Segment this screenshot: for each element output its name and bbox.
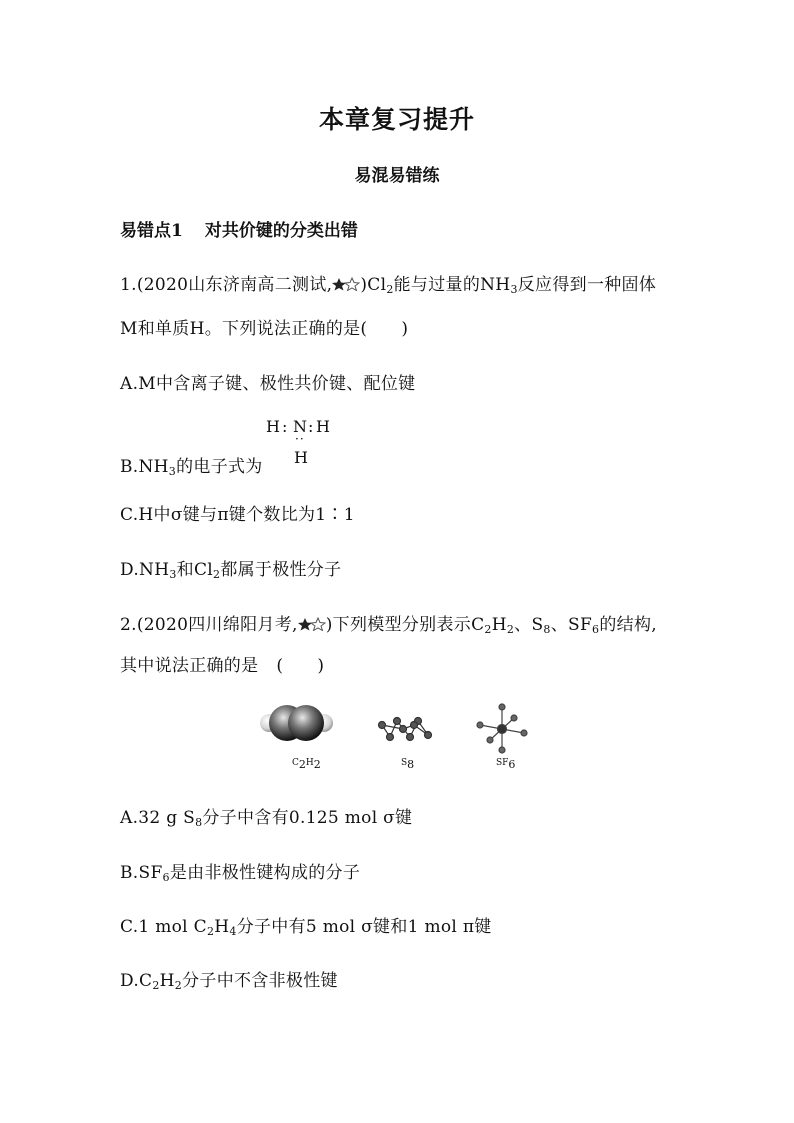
section-heading (120, 216, 358, 241)
q1-option-c: C.H中σ键与π键个数比为1∶1 (120, 505, 355, 525)
section-label: 易错点1 (120, 221, 183, 241)
q2-stem-line2: 其中说法正确的是 ( ) (120, 656, 325, 676)
difficulty-stars-icon (332, 276, 360, 296)
section-text: 对共价键的分类出错 (204, 221, 358, 241)
sf6-model (477, 704, 527, 753)
q1-option-b: $B.NH_3$的电子式为 (120, 457, 263, 478)
page-title: 本章复习提升 (318, 105, 475, 134)
molecule-models-svg (258, 692, 548, 758)
difficulty-stars-icon (298, 616, 326, 636)
molecule-models-figure (258, 692, 548, 782)
caption-s8: $S_8$ (401, 758, 415, 771)
q2-option-d: $D.C_2H_2$分子中不含非极性键 (120, 971, 338, 992)
q2-option-a: A.32 g $S_8$分子中含有0.125 mol σ键 (120, 808, 413, 829)
caption-sf6: $SF_6$ (496, 758, 516, 771)
q2-option-c: C.1 mol $C_2H_4$分子中有5 mol σ键和1 mol π键 (120, 917, 492, 938)
caption-c2h2: $C_2H_2$ (292, 758, 321, 771)
nh3-lewis-structure: H : N : H ·· H (266, 417, 330, 467)
q2-stem-line1: 2.(2020四川绵阳月考, )下列模型分别表示$C_2H_2$、$S_8$、$SF_6$的结构, (120, 615, 657, 636)
page-subtitle: 易混易错练 (354, 166, 440, 186)
q1-stem-line2: M和单质H。下列说法正确的是( ) (120, 319, 409, 339)
s8-model (379, 718, 432, 741)
c2h2-model (260, 705, 333, 741)
q1-stem-line1: 1.(2020山东济南高二测试, )$Cl_2$能与过量的$NH_3$反应得到一种固体 (120, 275, 657, 296)
q1-option-d: $D.NH_3$和$Cl_2$都属于极性分子 (120, 560, 342, 581)
q1-option-a: A.M中含离子键、极性共价键、配位键 (120, 374, 416, 394)
q2-option-b: $B.SF_6$是由非极性键构成的分子 (120, 863, 361, 884)
